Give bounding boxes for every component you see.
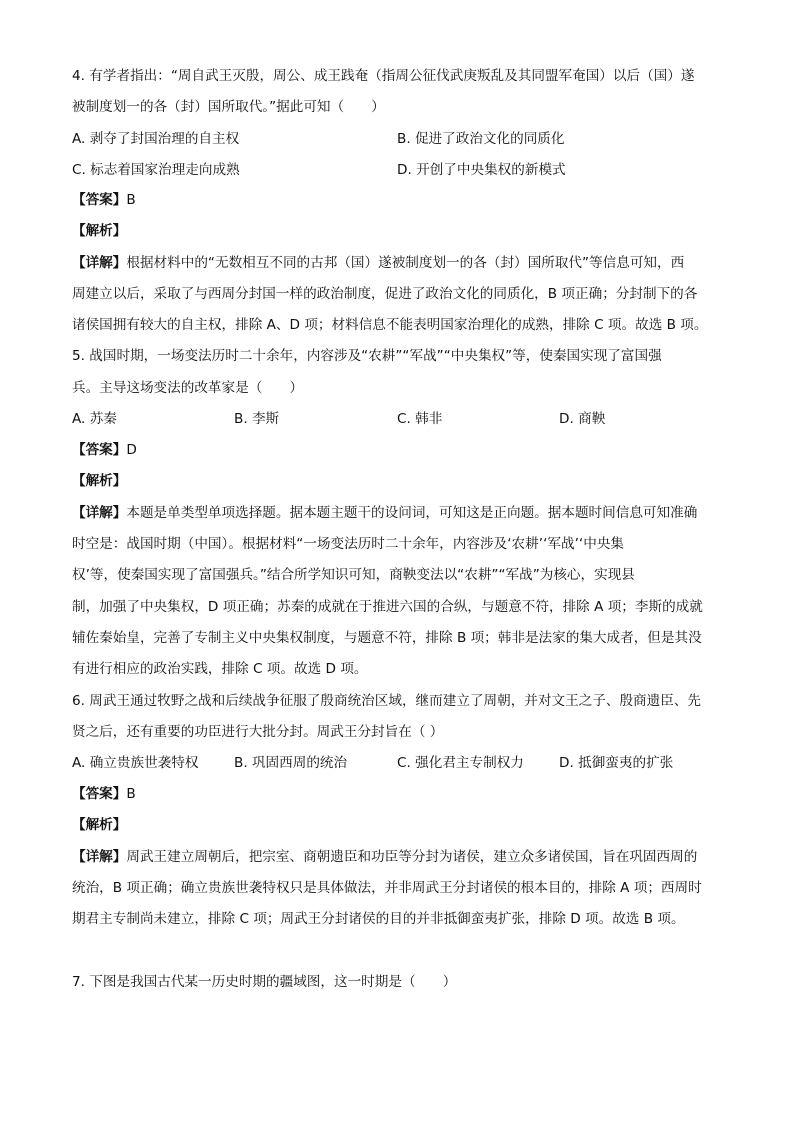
q4-detail-line-3: 诸侯国拥有较大的自主权，排除 A、D 项；材料信息不能表明国家治理化的成熟，排除 C 项。故选 B 项。 (72, 317, 708, 333)
analysis-tag: 【解析】 (72, 473, 127, 489)
detail-tag: 【详解】 (72, 849, 127, 865)
q5-option-c: C. 韩非 (397, 411, 443, 427)
q4-option-d: D. 开创了中央集权的新模式 (397, 162, 566, 178)
answer-value: B (126, 192, 136, 208)
q4-detail-line-2: 周建立以后，采取了与西周分封国一样的政治制度，促进了政治文化的同质化，B 项正确；分封制下的各 (72, 286, 698, 302)
q5-stem-line-1: 5. 战国时期，一场变法历时二十余年，内容涉及“农耕”“军战”“中央集权”等，使秦国实现了富国强 (72, 348, 662, 364)
q6-option-d: D. 抵御蛮夷的扩张 (559, 755, 674, 771)
detail-text: 本题是单类型单项选择题。据本题主题干的设问词，可知这是正向题。据本题时间信息可知准确 (126, 505, 698, 521)
q5-option-d: D. 商鞅 (559, 411, 606, 427)
answer-tag: 【答案】 (72, 192, 127, 208)
q4-stem-line-2: 被制度划一的各（封）国所取代。”据此可知（ ） (72, 99, 385, 115)
q5-detail-line-3: 权’等，使秦国实现了富国强兵。”结合所学知识可知，商鞅变法以“农耕”“军战”为核心，实现县 (72, 567, 635, 583)
q4-stem-line-1: 4. 有学者指出：“周自武王灭殷，周公、成王践奄（指周公征伐武庚叛乱及其同盟军奄国）以后（国）遂 (72, 68, 695, 84)
q6-option-a: A. 确立贵族世袭特权 (72, 755, 199, 771)
q4-answer (72, 190, 724, 210)
q6-answer (72, 784, 724, 804)
q5-stem-line-2: 兵。主导这场变法的改革家是（ ） (72, 380, 304, 396)
detail-tag: 【详解】 (72, 505, 127, 521)
q6-detail-line-2: 统治，B 项正确；确立贵族世袭特权只是具体做法，并非周武王分封诸侯的根本目的，排除 A 项；西周时 (72, 880, 702, 896)
q6-stem-line-2: 贤之后，还有重要的功臣进行大批分封。周武王分封旨在（ ） (72, 724, 444, 740)
q5-detail-line-1 (72, 503, 724, 523)
q4-analysis-heading (72, 221, 724, 241)
answer-tag: 【答案】 (72, 442, 127, 458)
analysis-tag: 【解析】 (72, 223, 127, 239)
analysis-tag: 【解析】 (72, 817, 127, 833)
detail-tag: 【详解】 (72, 255, 127, 271)
q4-option-b: B. 促进了政治文化的同质化 (397, 131, 565, 147)
answer-value: D (126, 442, 137, 458)
q5-detail-line-4: 制，加强了中央集权，D 项正确；苏秦的成就在于推进六国的合纵，与题意不符，排除 A 项；李斯的成就 (72, 599, 703, 615)
answer-tag: 【答案】 (72, 786, 127, 802)
q6-detail-line-1 (72, 847, 724, 867)
detail-text: 根据材料中的“无数相互不同的古邦（国）遂被制度划一的各（封）国所取代”等信息可知，西 (126, 255, 685, 271)
q5-analysis-heading (72, 471, 724, 491)
q6-option-c: C. 强化君主专制权力 (397, 755, 524, 771)
q4-option-a: A. 剥夺了封国治理的自主权 (72, 131, 240, 147)
q4-detail-line-1 (72, 253, 724, 273)
q5-detail-line-6: 有进行相应的政治实践，排除 C 项。故选 D 项。 (72, 661, 368, 677)
detail-text: 周武王建立周朝后，把宗室、商朝遗臣和功臣等分封为诸侯，建立众多诸侯国，旨在巩固西周的 (126, 849, 698, 865)
q5-detail-line-5: 辅佐秦始皇，完善了专制主义中央集权制度，与题意不符，排除 B 项；韩非是法家的集大成者，但是其没 (72, 630, 702, 646)
q6-option-b: B. 巩固西周的统治 (234, 755, 348, 771)
q6-analysis-heading (72, 815, 724, 835)
q5-answer (72, 440, 724, 460)
q5-detail-line-2: 时空是：战国时期（中国）。根据材料“一场变法历时二十余年，内容涉及‘农耕’‘军战’‘中央集 (72, 536, 625, 552)
q5-option-a: A. 苏秦 (72, 411, 117, 427)
q6-stem-line-1: 6. 周武王通过牧野之战和后续战争征服了殷商统治区域，继而建立了周朝，并对文王之子、殷商遗臣、先 (72, 693, 702, 709)
q4-option-c: C. 标志着国家治理走向成熟 (72, 162, 240, 178)
q6-detail-line-3: 期君主专制尚未建立，排除 C 项；周武王分封诸侯的目的并非抵御蛮夷扩张，排除 D 项。故选 B 项。 (72, 911, 685, 927)
q5-option-b: B. 李斯 (234, 411, 280, 427)
answer-value: B (126, 786, 136, 802)
q7-stem-line-1: 7. 下图是我国古代某一历史时期的疆域图，这一时期是（ ） (72, 974, 457, 990)
